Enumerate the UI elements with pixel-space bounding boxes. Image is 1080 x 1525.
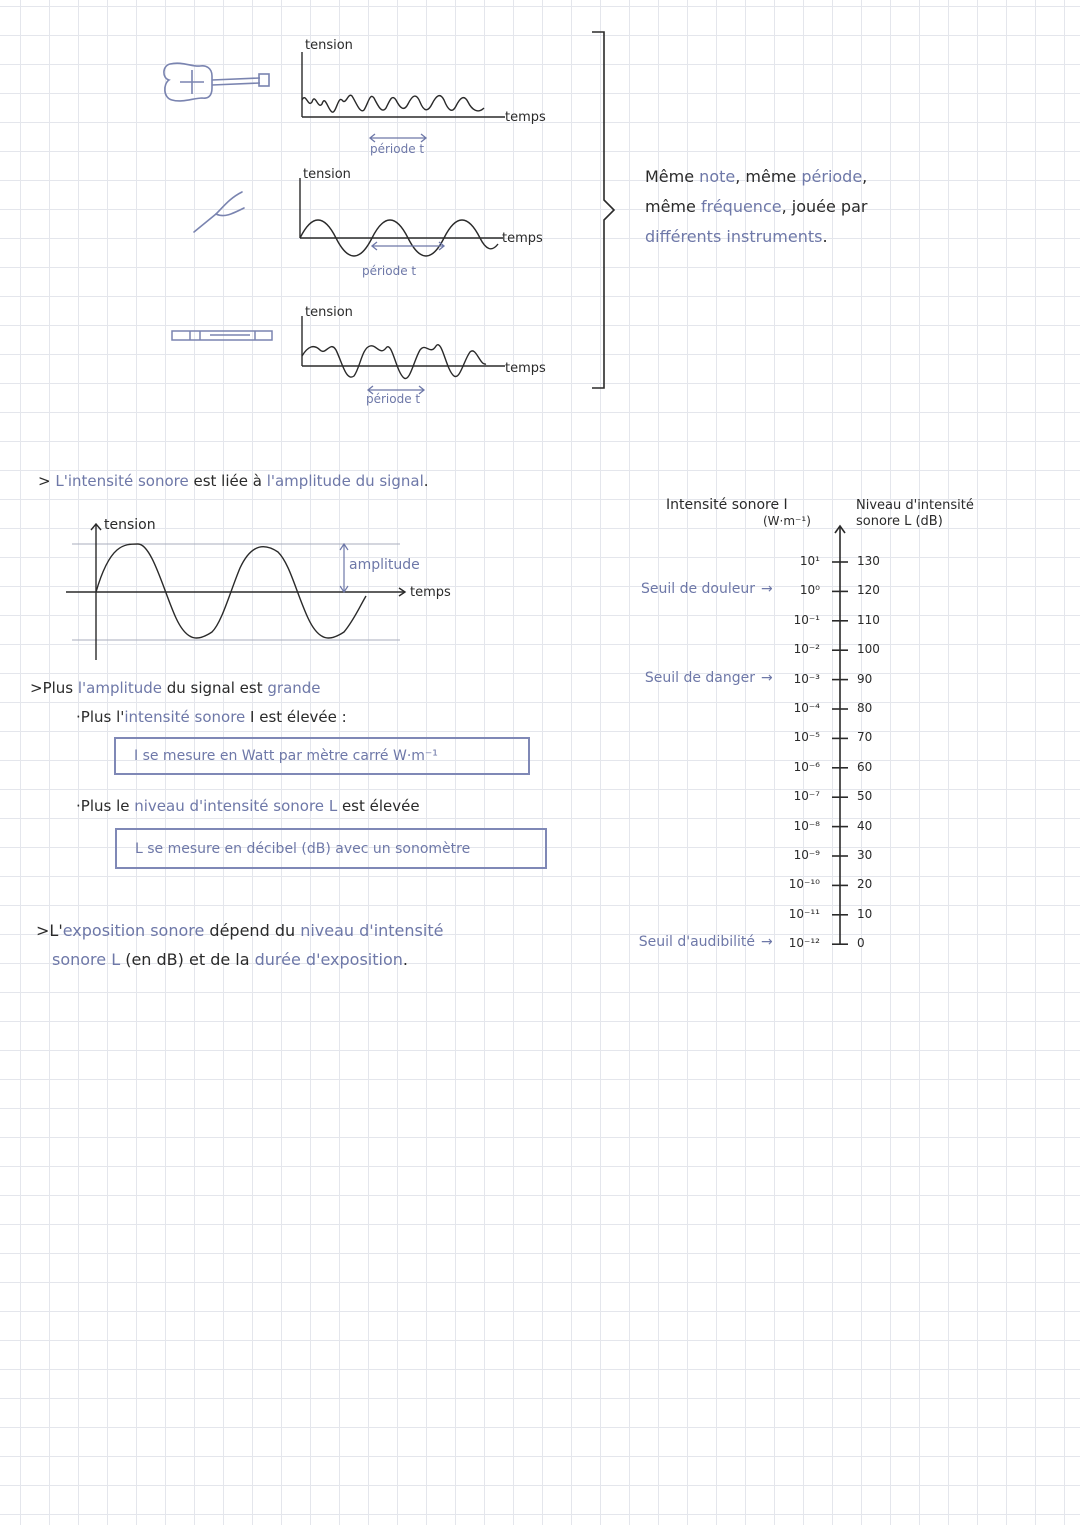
intensity-unit-box: I se mesure en Watt par mètre carré W·m⁻¹	[114, 737, 530, 775]
periode-label-2: période t	[362, 264, 417, 278]
tension-label-2: tension	[303, 167, 351, 182]
intensity-heading: > L'intensité sonore est liée à l'amplitude du signal.	[38, 472, 429, 490]
intensity-tick-label: 10⁻¹²	[788, 936, 820, 951]
intensity-tick-label: 10⁻¹¹	[788, 906, 820, 921]
threshold-arrow-icon: →	[761, 581, 773, 598]
same-note-line-1: Même note, même période,	[645, 167, 868, 186]
intensity-tick-label: 10⁻⁴	[793, 701, 820, 715]
intensity-tick-label: 10¹	[799, 554, 820, 568]
violin-icon	[160, 58, 275, 108]
temps-label-2: temps	[502, 231, 543, 246]
intensity-tick-label: 10⁻⁹	[793, 848, 820, 862]
same-note-line-2: même fréquence, jouée par	[645, 197, 868, 216]
threshold-label: Seuil de douleur	[640, 581, 755, 598]
scale-left-unit: (W·m⁻¹)	[763, 514, 811, 528]
intensity-tick-label: 10⁻²	[793, 642, 820, 657]
temps-label-3: temps	[505, 361, 546, 376]
db-tick-label: 130	[857, 554, 880, 568]
db-tick-label: 0	[857, 936, 865, 951]
periode-label-3: période t	[366, 392, 421, 406]
tuning-fork-icon	[190, 188, 250, 238]
db-tick-label: 10	[857, 906, 873, 921]
same-note-line-3: différents instruments.	[645, 227, 828, 246]
tension-label-3: tension	[305, 305, 353, 320]
threshold-label: Seuil d'audibilité	[638, 934, 755, 951]
intensity-tick-label: 10⁻⁵	[793, 730, 820, 745]
threshold-arrow-icon: →	[761, 669, 773, 686]
db-tick-label: 60	[857, 759, 873, 774]
intensity-tick-label: 10⁻¹⁰	[788, 877, 820, 892]
wave-violin	[300, 52, 510, 127]
scale-axis	[820, 526, 860, 956]
db-tick-label: 70	[857, 730, 873, 745]
intensity-tick-label: 10⁻⁶	[793, 759, 820, 774]
db-tick-label: 90	[857, 671, 873, 686]
temps-label-1: temps	[505, 110, 546, 125]
db-tick-label: 20	[857, 877, 873, 892]
db-tick-label: 50	[857, 789, 873, 804]
intensity-tick-label: 10⁻¹	[793, 612, 820, 627]
db-tick-label: 30	[857, 848, 873, 862]
exposure-line-2: sonore L (en dB) et de la durée d'exposition.	[52, 950, 408, 969]
amplitude-line-2: ·Plus l'intensité sonore I est élevée :	[76, 708, 347, 726]
threshold-arrow-icon: →	[761, 934, 773, 951]
exposure-line-1: >L'exposition sonore dépend du niveau d'intensité	[36, 921, 444, 940]
temps-label-amp: temps	[410, 585, 451, 600]
periode-label-1: période t	[370, 142, 425, 156]
scale-left-title: Intensité sonore I	[666, 497, 788, 513]
amplitude-label: amplitude	[349, 557, 420, 573]
threshold-label: Seuil de danger	[644, 669, 755, 686]
scale-right-unit: sonore L (dB)	[856, 514, 943, 529]
wave-tuning-fork	[298, 178, 508, 278]
amplitude-diagram	[60, 520, 420, 665]
amplitude-line-3: ·Plus le niveau d'intensité sonore L est élevée	[76, 797, 420, 815]
scale-right-title: Niveau d'intensité	[856, 498, 974, 513]
db-tick-label: 120	[857, 583, 880, 598]
tension-label-1: tension	[305, 38, 353, 53]
db-tick-label: 80	[857, 701, 873, 715]
level-unit-box: L se mesure en décibel (dB) avec un sonomètre	[115, 828, 547, 869]
intensity-tick-label: 10⁻³	[793, 671, 820, 686]
db-tick-label: 100	[857, 642, 880, 657]
intensity-tick-label: 10⁻⁷	[793, 789, 820, 804]
intensity-tick-label: 10⁰	[799, 583, 820, 598]
brace	[590, 30, 620, 395]
intensity-tick-label: 10⁻⁸	[793, 818, 820, 833]
tension-label-amp: tension	[104, 517, 156, 533]
amplitude-line-1: >Plus l'amplitude du signal est grande	[30, 679, 321, 697]
flute-icon	[170, 328, 275, 344]
db-tick-label: 110	[857, 612, 880, 627]
db-tick-label: 40	[857, 818, 873, 833]
